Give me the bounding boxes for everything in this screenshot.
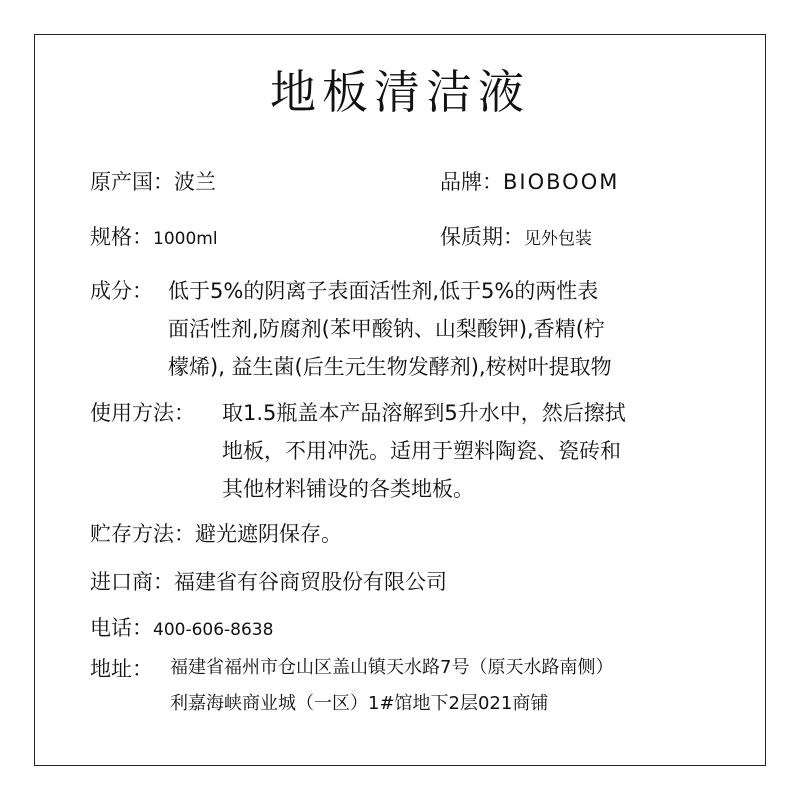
separator: ： xyxy=(174,401,195,425)
separator: ： xyxy=(132,657,153,681)
origin-label: 原产国 xyxy=(90,170,153,194)
origin-value: 波兰 xyxy=(174,170,216,194)
address-text xyxy=(170,650,613,722)
brand-value: BIOBOOM xyxy=(503,170,620,194)
separator: ： xyxy=(153,170,174,194)
separator: ： xyxy=(132,616,153,640)
phone-label: 电话 xyxy=(90,616,132,640)
storage-row xyxy=(90,519,342,549)
ingredients-line: 低于5%的阴离子表面活性剂,低于5%的两性表 xyxy=(168,279,599,303)
address-label-row xyxy=(90,654,153,684)
ingredients-line: 檬烯), 益生菌(后生元生物发酵剂),桉树叶提取物 xyxy=(168,355,612,379)
importer-value: 福建省有谷商贸股份有限公司 xyxy=(174,570,447,594)
separator: ： xyxy=(132,279,153,303)
usage-text xyxy=(222,394,626,508)
address-line: 利嘉海峡商业城（一区）1#馆地下2层021商铺 xyxy=(170,693,549,714)
usage-line: 其他材料铺设的各类地板。 xyxy=(222,477,474,501)
spec-row xyxy=(90,222,218,254)
usage-line: 取1.5瓶盖本产品溶解到5升水中，然后擦拭 xyxy=(222,401,626,425)
ingredients-label: 成分 xyxy=(90,279,132,303)
separator: ： xyxy=(174,522,195,546)
shelf-life-value: 见外包装 xyxy=(524,229,592,249)
separator: ： xyxy=(132,225,153,249)
ingredients-label-row xyxy=(90,276,153,306)
storage-value: 避光遮阴保存。 xyxy=(195,522,342,546)
usage-line: 地板，不用冲洗。适用于塑料陶瓷、瓷砖和 xyxy=(222,439,621,463)
usage-label: 使用方法 xyxy=(90,401,174,425)
product-title: 地板清洁液 xyxy=(270,65,530,119)
separator: ： xyxy=(153,570,174,594)
storage-label: 贮存方法 xyxy=(90,522,174,546)
shelf-life-row xyxy=(440,222,592,254)
separator: ： xyxy=(503,225,524,249)
brand-row xyxy=(440,167,619,197)
address-line: 福建省福州市仓山区盖山镇天水路7号（原天水路南侧） xyxy=(170,657,614,678)
address-label: 地址 xyxy=(90,657,132,681)
phone-row xyxy=(90,613,273,645)
origin-row xyxy=(90,167,216,197)
importer-label: 进口商 xyxy=(90,570,153,594)
spec-label: 规格 xyxy=(90,225,132,249)
brand-label: 品牌 xyxy=(440,170,482,194)
usage-label-row xyxy=(90,398,195,428)
shelf-life-label: 保质期 xyxy=(440,225,503,249)
importer-row xyxy=(90,567,447,597)
spec-value: 1000ml xyxy=(153,229,218,249)
phone-value: 400-606-8638 xyxy=(153,620,274,640)
separator: ： xyxy=(482,170,503,194)
ingredients-text xyxy=(168,272,612,386)
ingredients-line: 面活性剂,防腐剂(苯甲酸钠、山梨酸钾),香精(柠 xyxy=(168,317,605,341)
